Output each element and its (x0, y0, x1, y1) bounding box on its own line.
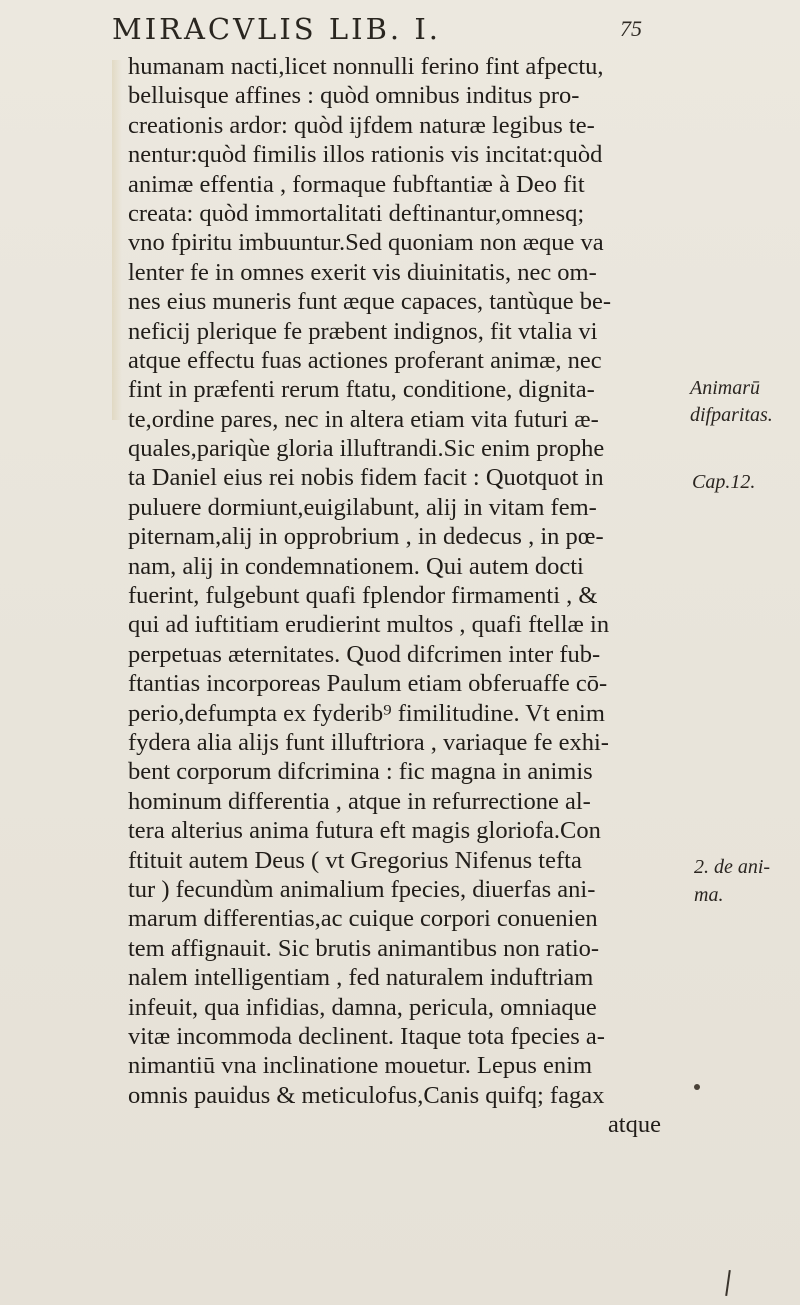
text-line: atque effectu fuas actiones proferant animæ, nec (128, 346, 602, 374)
text-line: fydera alia alijs funt illuftriora , variaque fe exhi- (128, 728, 609, 756)
text-line: vno fpiritu imbuuntur.Sed quoniam non æque va (128, 229, 604, 257)
running-head: MIRACVLIS LIB. I. (112, 12, 441, 46)
text-line: neficij plerique fe præbent indignos, fit vtalia vi (128, 317, 598, 345)
text-line: perpetuas æternitates. Quod difcrimen inter fub- (128, 640, 601, 668)
ink-spot (694, 1084, 700, 1090)
text-line: te,ordine pares, nec in altera etiam vita futuri æ- (128, 405, 599, 433)
text-line: humanam nacti,licet nonnulli ferino fint afpectu, (128, 53, 604, 80)
body-text (128, 52, 673, 1139)
text-line: creata: quòd immortalitati deftinantur,omnesq; (128, 199, 585, 227)
text-line: nalem intelligentiam , fed naturalem induftriam (128, 964, 594, 992)
text-line: nes eius muneris funt æque capaces, tantùque be- (128, 288, 612, 316)
text-line: creationis ardor: quòd ijfdem naturæ legibus te- (128, 111, 595, 139)
page-number: 75 (620, 16, 642, 41)
text-line: animæ effentia , formaque fubftantiæ à Deo fit (128, 170, 585, 198)
text-line: omnis pauidus & meticulofus,Canis quifq; fagax (128, 1081, 605, 1109)
text-line: nentur:quòd fimilis illos rationis vis incitat:quòd (128, 141, 603, 169)
text-line: infeuit, qua infidias, damna, pericula, omniaque (128, 993, 597, 1021)
text-line: hominum differentia , atque in refurrectione al- (128, 787, 591, 815)
page-header (112, 12, 672, 52)
page-stain (112, 60, 122, 420)
margin-note-ma: ma. (694, 884, 724, 906)
text-line: puluere dormiunt,euigilabunt, alij in vitam fem- (128, 493, 597, 521)
margin-note-chapter-ref: Cap.12. (692, 471, 756, 493)
text-line: quales,pariqùe gloria illuftrandi.Sic enim prophe (128, 435, 605, 463)
text-line: fint in præfenti rerum ftatu, conditione, dignita- (128, 376, 595, 404)
text-line: ftantias incorporeas Paulum etiam obferuaffe cō- (128, 670, 608, 698)
text-line: qui ad iuftitiam erudierint multos , quafi ftellæ in (128, 611, 610, 639)
text-line: fuerint, fulgebunt quafi fplendor firmamenti , & (128, 582, 598, 610)
text-line: tem affignauit. Sic brutis animantibus non ratio- (128, 934, 600, 962)
text-line: tur ) fecundùm animalium fpecies, diuerfas ani- (128, 875, 596, 903)
text-line: lenter fe in omnes exerit vis diuinitatis, nec om- (128, 258, 597, 286)
text-line: tera alterius anima futura eft magis gloriofa.Con (128, 817, 601, 845)
text-line: vitæ incommoda declinent. Itaque tota fpecies a- (128, 1022, 605, 1050)
margin-note-disparitas: difparitas. (690, 404, 773, 426)
text-line: nam, alij in condemnationem. Qui autem docti (128, 552, 584, 580)
catchword: atque (607, 1111, 661, 1139)
text-line: perio,defumpta ex fyderib⁹ fimilitudine. Vt enim (128, 699, 605, 727)
text-line: belluisque affines : quòd omnibus inditus pro- (128, 82, 580, 110)
text-line: ta Daniel eius rei nobis fidem facit : Quotquot in (128, 464, 604, 492)
text-line: nimantiū vna inclinatione mouetur. Lepus enim (128, 1052, 593, 1080)
margin-note-animarum: Animarū (690, 377, 760, 399)
text-line: piternam,alij in opprobrium , in dedecus , in pœ- (128, 523, 604, 551)
ink-stroke (725, 1270, 731, 1296)
text-line: marum differentias,ac cuique corpori conuenien (128, 905, 598, 933)
margin-note-de-anima: 2. de ani- (694, 856, 771, 878)
text-line: ftituit autem Deus ( vt Gregorius Nifenus tefta (128, 846, 582, 874)
text-line: bent corporum difcrimina : fic magna in animis (128, 758, 593, 786)
